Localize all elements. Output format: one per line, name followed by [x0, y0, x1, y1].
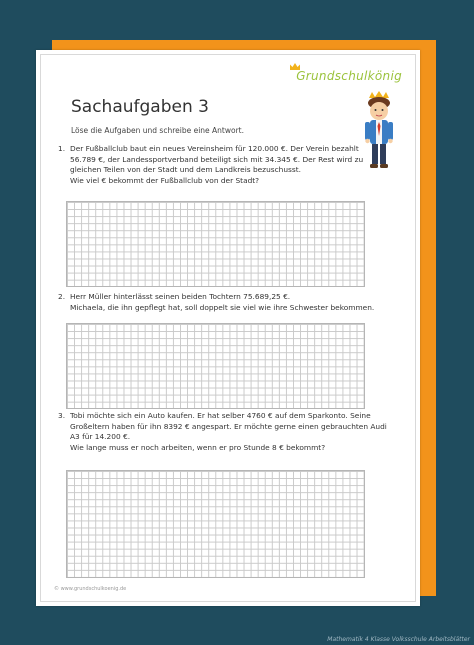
task-text-line: Wie lange muss er noch arbeiten, wenn er pro Stunde 8 € bekommt? — [70, 442, 326, 452]
task-text-line: Großeltern haben für ihn 8392 € angespart. Er möchte gerne einen gebrauchten Audi — [70, 421, 387, 431]
page-title: Sachaufgaben 3 — [71, 97, 209, 117]
answer-grid-3[interactable] — [66, 470, 365, 578]
worksheet — [36, 50, 420, 606]
task-1 — [58, 144, 378, 186]
brand-logo: Grundschulkönig — [296, 69, 402, 83]
task-number: 3. — [58, 411, 66, 420]
task-text-line: gleichen Teilen von der Stadt und dem Landkreis bezuschusst. — [70, 165, 301, 175]
task-number: 1. — [58, 144, 66, 153]
task-text-line: Herr Müller hinterlässt seinen beiden Tochtern 75.689,25 €. — [70, 292, 291, 301]
task-text-line: Michaela, die ihn gepflegt hat, soll doppelt sie viel wie ihre Schwester bekommen. — [70, 302, 375, 312]
answer-grid-2[interactable] — [66, 323, 365, 409]
task-text-line: 56.789 €, der Landessportverband beteiligt sich mit 34.345 €. Der Rest wird zu — [70, 154, 364, 164]
task-number: 2. — [58, 292, 66, 301]
task-text-line: Der Fußballclub baut ein neues Vereinsheim für 120.000 €. Der Verein bezahlt — [70, 144, 359, 153]
answer-grid-1[interactable] — [66, 201, 365, 287]
task-text-line: Wie viel € bekommt der Fußballclub von der Stadt? — [70, 175, 260, 185]
task-3 — [58, 411, 387, 453]
task-text-line: Tobi möchte sich ein Auto kaufen. Er hat selber 4760 € auf dem Sparkonto. Seine — [70, 411, 371, 420]
instruction-text: Löse die Aufgaben und schreibe eine Antwort. — [71, 126, 244, 135]
footer-copyright: © www.grundschulkoenig.de — [54, 586, 127, 592]
task-2 — [58, 292, 378, 313]
watermark-caption: Mathematik 4 Klasse Volksschule Arbeitsblätter — [327, 636, 470, 643]
task-text-line: A3 für 14.200 €. — [70, 432, 131, 442]
